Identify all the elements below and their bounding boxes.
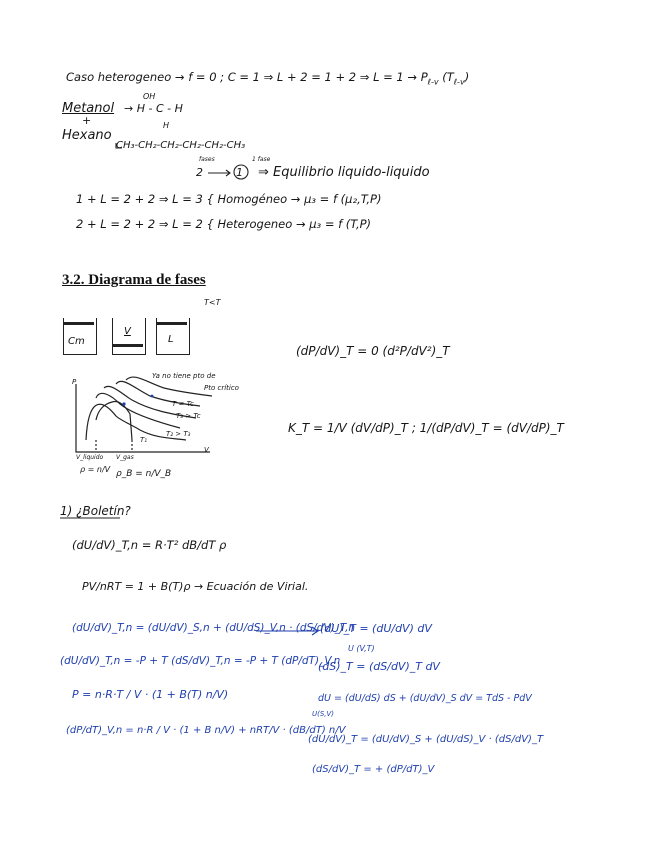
- phase-count-right-note: 1 fase: [252, 156, 271, 163]
- label-v-liq: V_liquido: [76, 454, 104, 461]
- axis-v: V: [204, 446, 209, 454]
- virial-eq: PV/nRT = 1 + B(T)ρ → Ecuación de Virial.: [82, 580, 309, 593]
- u-of-vt: U (V,T): [348, 644, 375, 653]
- cylinder-vapor-label: V: [124, 326, 131, 337]
- methanol-formula: → H - C - H: [124, 102, 183, 115]
- cylinder-liquid-label: L: [168, 334, 174, 345]
- phase-count-right: 1: [236, 166, 243, 179]
- methanol-label: Metanol: [62, 101, 115, 116]
- du-dv-eq: (dU/dV)_T,n = R·T² dB/dT ρ: [72, 538, 227, 552]
- du-t-simple: (dU)_T = (dU/dV) dV: [320, 622, 432, 635]
- plus-sign: +: [82, 114, 92, 127]
- phase-count-left: 2: [196, 166, 203, 179]
- du-dv-expansion: (dU/dV)_T,n = (dU/dV)_S,n + (dU/dS)_V,n · (dS/dV)_T,n: [72, 622, 356, 634]
- heterogeneous-case-text: Caso heterogeneo → f = 0 ; C = 1 ⇒ L + 2 = 1 + 2 ⇒ L = 1 → P: [66, 70, 428, 84]
- label-v-gas: V_gas: [116, 454, 134, 461]
- du-dv-maxwell: (dU/dV)_T,n = -P + T (dS/dV)_T,n = -P + T (dP/dT)_V,n: [60, 655, 341, 667]
- maxwell-relation: (dS/dV)_T = + (dP/dT)_V: [312, 764, 435, 775]
- hexane-label: Hexano: [62, 128, 112, 143]
- hexane-formula: CH₃-CH₂-CH₂-CH₂-CH₂-CH₃: [116, 140, 246, 151]
- label-t-tc: T = Tc: [172, 400, 194, 408]
- label-t3: T₃ > Tc: [176, 412, 201, 420]
- section-title: 3.2. Diagrama de fases: [62, 272, 206, 288]
- label-t1: T₁: [140, 436, 148, 444]
- rhob-definition: ρ_B = n/V_B: [116, 469, 172, 479]
- dp-dt-eq: (dP/dT)_V,n = n·R / V · (1 + B n/V) + nRT/V · (dB/dT) n/V: [66, 725, 346, 736]
- ds-t-eq: (dS)_T = (dS/dV)_T dV: [318, 660, 440, 673]
- heterogeneous-case-tail: (T: [442, 70, 454, 84]
- du-total-eq: dU = (dU/dS) dS + (dU/dV)_S dV = TdS - PdV: [318, 693, 532, 704]
- compressibility-eq: K_T = 1/V (dV/dP)_T ; 1/(dP/dV)_T = (dV/dP)_T: [288, 421, 564, 435]
- phase-count-circle: [234, 165, 248, 179]
- methanol-oh: OH: [143, 92, 156, 101]
- u-of-sv: U(S,V): [312, 710, 335, 718]
- heterogeneous-case-sub: ℓ-v: [427, 77, 439, 87]
- phase-count-left-note: fases: [199, 156, 215, 163]
- point-dot: [151, 395, 154, 398]
- curve-note-top: Ya no tiene pto de: [152, 372, 216, 380]
- coexistence-dome: [96, 402, 132, 441]
- rho-definition: ρ = n/V: [80, 465, 111, 474]
- isotherm-t2: [96, 393, 180, 428]
- du-dv-chain-eq: (dU/dV)_T = (dU/dV)_S + (dU/dS)_V · (dS/dV)_T: [308, 734, 544, 745]
- criticality-condition: (dP/dV)_T = 0 (d²P/dV²)_T: [296, 344, 450, 358]
- equilibrium-text: ⇒ Equilibrio liquido-liquido: [258, 165, 430, 180]
- heterogeneous-line: 2 + L = 2 + 2 ⇒ L = 2 { Heterogeneo → μ₃ = f (T,P): [76, 217, 372, 231]
- methanol-h-bottom: H: [163, 121, 170, 130]
- pressure-eq: P = n·R·T / V · (1 + B(T) n/V): [72, 688, 229, 701]
- cylinder-mixture-label: Cm: [68, 336, 85, 347]
- heterogeneous-case-tail-sub: ℓ-v: [453, 77, 465, 87]
- critical-point-dot: [122, 402, 125, 405]
- axis-p: P: [72, 378, 77, 386]
- homogeneous-line: 1 + L = 2 + 2 ⇒ L = 3 { Homogéneo → μ₃ = f (μ₂,T,P): [76, 192, 382, 206]
- tc-note: T<T: [204, 298, 221, 307]
- heterogeneous-case-end: ): [464, 70, 470, 84]
- hexane-hook: [116, 143, 122, 148]
- label-t2: T₂ > T₃: [166, 430, 191, 438]
- question-boletin: 1) ¿Boletín?: [60, 504, 131, 518]
- curve-note-crit: Pto crítico: [204, 384, 239, 392]
